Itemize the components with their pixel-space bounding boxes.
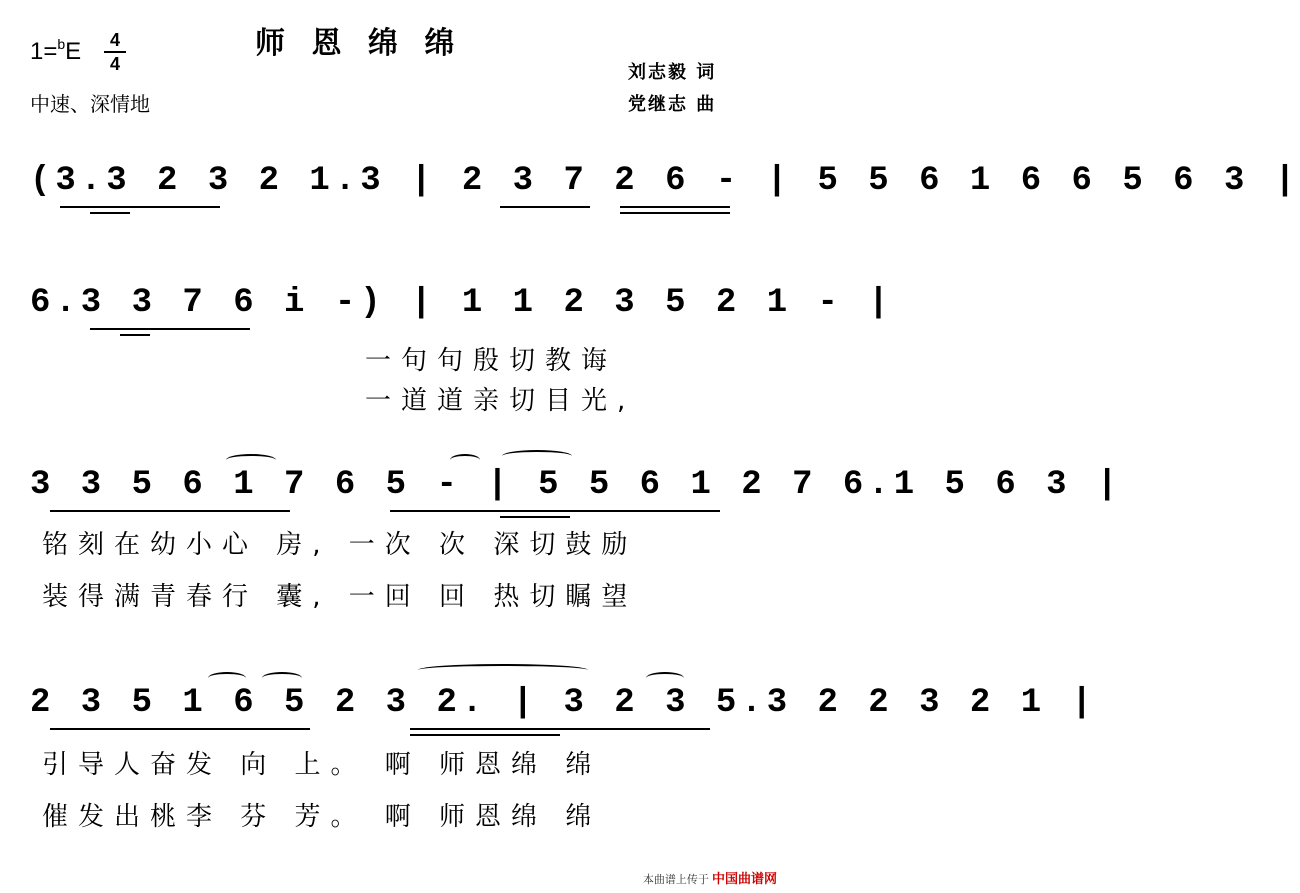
slur — [502, 450, 572, 462]
notes-line-4: 2 3 5 1 6 5 2 3 2. | 3 2 3 5.3 2 2 3 2 1 | — [30, 684, 1097, 722]
beam — [90, 212, 130, 214]
slur — [418, 664, 588, 676]
upload-text: 本曲谱上传于 — [642, 874, 709, 886]
staff-line-2 — [30, 280, 894, 340]
beam — [390, 510, 720, 512]
beam — [120, 334, 150, 336]
slur — [450, 454, 480, 466]
beam — [90, 328, 250, 330]
slur — [646, 672, 684, 684]
lyric-line-3-verse-2: 装得满青春行 囊, 一回 回 热切瞩望 — [42, 582, 638, 612]
staff-line-1 — [30, 158, 1300, 218]
notes-line-3: 3 3 5 6 1 7 6 5 - | 5 5 6 1 2 7 6.1 5 6 3 | — [30, 466, 1123, 504]
tempo-marking: 中速、深情地 — [30, 92, 150, 116]
flat-sign: b — [57, 36, 66, 52]
beam — [50, 510, 290, 512]
time-signature — [104, 30, 126, 74]
notes-line-1: (3.3 2 3 2 1.3 | 2 3 7 2 6 - | 5 5 6 1 6 6 5 6 3 | — [30, 162, 1300, 200]
upload-footer — [643, 868, 777, 887]
key-prefix: 1= — [30, 38, 58, 65]
key-note: E — [65, 38, 82, 65]
lyric-line-4-verse-1: 引导人奋发 向 上。 啊 师恩绵 绵 — [42, 750, 602, 780]
song-title: 师 恩 绵 绵 — [255, 26, 463, 61]
site-logo[interactable]: 中国曲谱网 — [711, 871, 777, 886]
lyric-line-3-verse-1: 铭刻在幼小心 房, 一次 次 深切鼓励 — [42, 530, 638, 560]
time-numerator: 4 — [109, 30, 120, 50]
lyric-line-2-verse-2: 一道道亲切目光, — [365, 386, 636, 416]
slur — [262, 672, 302, 684]
staff-line-3 — [30, 462, 1123, 522]
beam — [60, 206, 220, 208]
lyric-line-4-verse-2: 催发出桃李 芬 芳。 啊 师恩绵 绵 — [42, 802, 602, 832]
time-divider — [104, 51, 126, 53]
key-signature — [30, 38, 81, 66]
beam — [500, 206, 590, 208]
staff-line-4 — [30, 680, 1097, 740]
notes-line-2: 6.3 3 7 6 i -) | 1 1 2 3 5 2 1 - | — [30, 284, 894, 322]
slur — [226, 454, 276, 466]
beam — [620, 206, 730, 208]
beam — [50, 728, 310, 730]
beam — [410, 734, 560, 736]
time-denominator: 4 — [109, 54, 120, 74]
composer-credit: 党继志 曲 — [628, 94, 717, 115]
beam — [500, 516, 570, 518]
slur — [208, 672, 246, 684]
lyricist-credit: 刘志毅 词 — [628, 62, 717, 83]
beam — [620, 212, 730, 214]
beam — [410, 728, 710, 730]
lyric-line-2-verse-1: 一句句殷切教诲 — [365, 346, 618, 376]
